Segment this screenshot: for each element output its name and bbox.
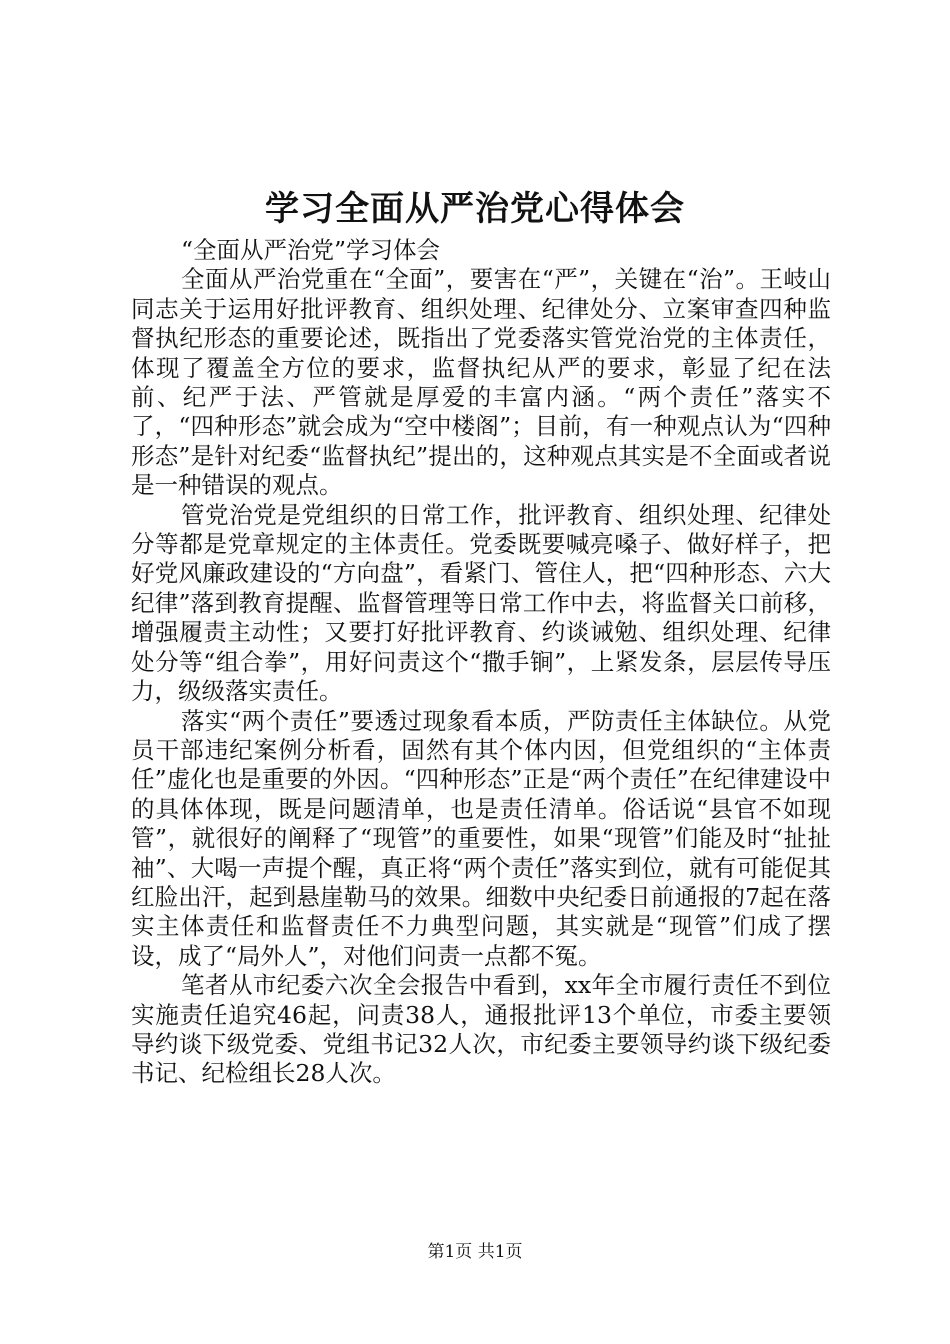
- page-footer: 第1页 共1页: [427, 1242, 523, 1262]
- paragraph-1: 全面从严治党重在“全面”，要害在“严”，关键在“治”。王岐山同志关于运用好批评教育、组织处理、纪律处分、立案审查四种监督执纪形态的重要论述，既指出了党委落实管党治党的主体责任，体现了覆盖全方位的要求，监督执纪从严的要求，彰显了纪在法前、纪严于法、严管就是厚爱的丰富内涵。“两个责任”落实不了，“四种形态”就会成为“空中楼阁”；目前，有一种观点认为“四种形态”是针对纪委“监督执纪”提出的，这种观点其实是不全面或者说是一种错误的观点。: [131, 265, 831, 500]
- paragraph-3: 落实“两个责任”要透过现象看本质，严防责任主体缺位。从党员干部违纪案例分析看，固然有其个体内因，但党组织的“主体责任”虚化也是重要的外因。“四种形态”正是“两个责任”在纪律建设中的具体体现，既是问题清单，也是责任清单。俗话说“县官不如现管”，就很好的阐释了“现管”的重要性，如果“现管”们能及时“扯扯袖”、大喝一声提个醒，真正将“两个责任”落实到位，就有可能促其红脸出汗，起到悬崖勒马的效果。细数中央纪委日前通报的7起在落实主体责任和监督责任不力典型问题，其实就是“现管”们成了摆设，成了“局外人”，对他们问责一点都不冤。: [131, 706, 831, 970]
- document-title: 学习全面从严治党心得体会: [265, 189, 685, 229]
- paragraph-2: 管党治党是党组织的日常工作，批评教育、组织处理、纪律处分等都是党章规定的主体责任。党委既要喊亮嗓子、做好样子，把好党风廉政建设的“方向盘”，看紧门、管住人，把“四种形态、六大纪律”落到教育提醒、监督管理等日常工作中去，将监督关口前移，增强履责主动性；又要打好批评教育、约谈诫勉、组织处理、纪律处分等“组合拳”，用好问责这个“撒手锏”，上紧发条，层层传导压力，级级落实责任。: [131, 500, 831, 706]
- document-body: [131, 236, 831, 1089]
- document-subtitle: “全面从严治党”学习体会: [181, 236, 441, 264]
- paragraph-4: 笔者从市纪委六次全会报告中看到，xx年全市履行责任不到位实施责任追究46起，问责38人，通报批评13个单位，市委主要领导约谈下级党委、党组书记32人次，市纪委主要领导约谈下级纪委书记、纪检组长28人次。: [131, 971, 831, 1088]
